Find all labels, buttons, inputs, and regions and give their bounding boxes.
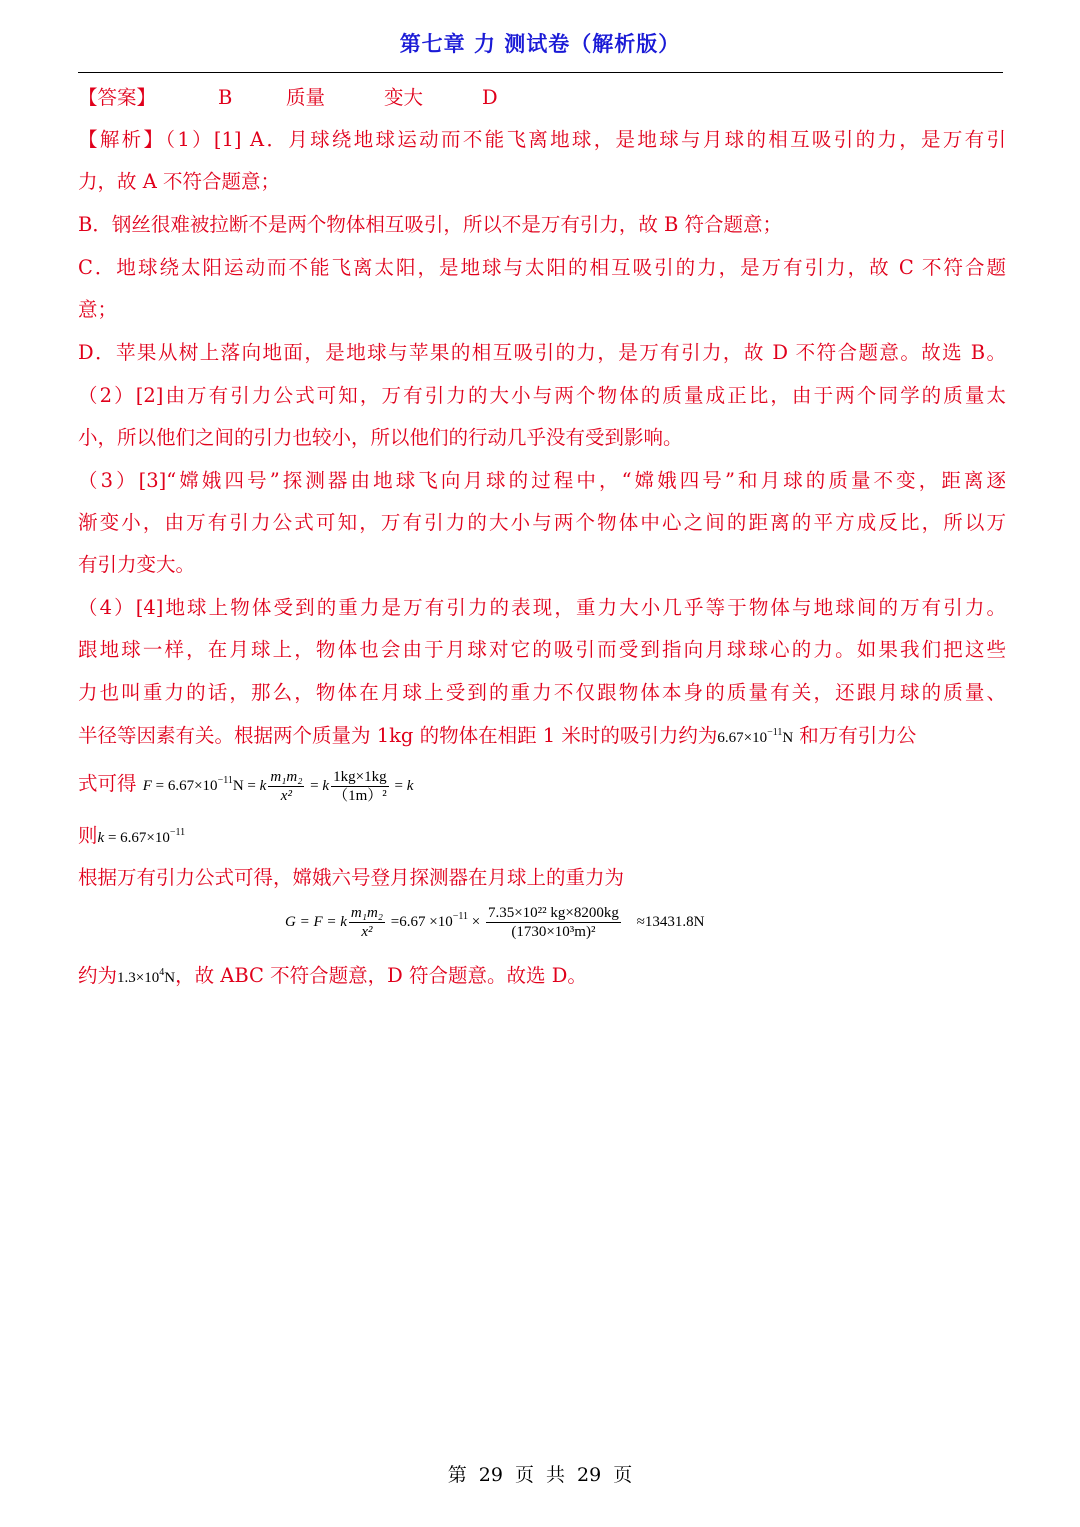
fraction-masses-distance-2: $\frac{\text{m₁m₂}}{\text{x²}}$ — [350, 905, 384, 941]
analysis-line-20 — [78, 962, 1006, 992]
analysis-line-2: 力，故 A 不符合题意； — [78, 170, 280, 193]
gravitational-constant: $6.67\times 10^{-11}N$ — [717, 727, 794, 746]
analysis-line-1: 【解析】（1）[1] A．月球绕地球运动而不能飞离地球，是地球与月球的相互吸引的力，是万有引 — [78, 128, 1006, 151]
answer-3: 变大 — [384, 86, 424, 109]
answer-line — [78, 84, 1006, 112]
analysis-line-17 — [78, 822, 1006, 852]
fraction-masses-distance: $\frac{\text{m₁m₂}}{\text{x²}}$ — [270, 769, 303, 805]
analysis-line-13: 跟地球一样，在月球上，物体也会由于月球对它的吸引而受到指向月球球心的力。如果我们把这些 — [78, 638, 1006, 661]
approx-gravity: $1.3\times 10^4N$ — [117, 967, 176, 986]
analysis-line-7: （2）[2]由万有引力公式可知，万有引力的大小与两个物体的质量成正比，由于两个同学的质量太 — [78, 384, 1006, 407]
fraction-unit-masses: $\frac{1kg\times 1kg}{\text{（1m）²}}$ — [333, 769, 387, 805]
analysis-line-5: 意； — [78, 298, 118, 321]
analysis-line-16 — [78, 764, 1006, 806]
answer-4: D — [482, 86, 498, 109]
analysis-line-18: 根据万有引力公式可得，嫦娥六号登月探测器在月球上的重力为 — [78, 866, 625, 889]
equation-force: $F = 6.67\times 10^{-11}N = k$ $\frac{\text{m₁m₂}}{\text{x²}}$ = k $\frac{1kg\times 1kg}{\text{（1m）²}}$ = k — [142, 769, 414, 805]
header-divider — [78, 72, 1003, 73]
analysis-line-8: 小，所以他们之间的引力也较小，所以他们的行动几乎没有受到影响。 — [78, 426, 683, 449]
analysis-line-17-text: 则 — [78, 824, 98, 847]
answer-1: B — [218, 86, 233, 109]
analysis-line-15-text: 半径等因素有关。根据两个质量为 1kg 的物体在相距 1 米时的吸引力约为 — [78, 724, 718, 747]
equation-k: $k = 6.67\times 10^{-11}$ — [97, 827, 186, 846]
analysis-line-6: D．苹果从树上落向地面，是地球与苹果的相互吸引的力，是万有引力，故 D 不符合题意。故选 B。 — [78, 341, 1006, 364]
analysis-line-11: 有引力变大。 — [78, 553, 196, 576]
analysis-line-4: C．地球绕太阳运动而不能飞离太阳，是地球与太阳的相互吸引的力，是万有引力，故 C 不符合题 — [78, 256, 1006, 279]
fraction-moon-values: $\frac{\text{7.35×10²² kg×8200kg}}{\text{(1730×10³m)²}}$ — [487, 905, 619, 941]
analysis-line-20-tail: ，故 ABC 不符合题意，D 符合题意。故选 D。 — [175, 964, 587, 987]
equation-gravity-moon: G = F = k $\frac{\text{m₁m₂}}{\text{x²}}$ $=6.67 \times 10^{-11}$ × $\frac{\text{7.35×10²² kg×8200kg}}{\text{(1730×10³m)²}}$ ≈13431.8N — [285, 905, 705, 941]
analysis-line-14: 力也叫重力的话，那么，物体在月球上受到的重力不仅跟物体本身的质量有关，还跟月球的质量、 — [78, 681, 1006, 704]
analysis-line-15-tail: 和万有引力公 — [799, 724, 917, 747]
analysis-line-10: 渐变小，由万有引力公式可知，万有引力的大小与两个物体中心之间的距离的平方成反比，所以万 — [78, 511, 1006, 534]
answer-2: 质量 — [286, 86, 326, 109]
analysis-line-16-text: 式可得 — [78, 772, 137, 795]
analysis-line-9: （3）[3]“嫦娥四号”探测器由地球飞向月球的过程中，“嫦娥四号”和月球的质量不变，距离逐 — [78, 469, 1006, 492]
analysis-line-12: （4）[4]地球上物体受到的重力是万有引力的表现，重力大小几乎等于物体与地球间的万有引力。 — [78, 596, 1006, 619]
analysis-line-3: B．钢丝很难被拉断不是两个物体相互吸引，所以不是万有引力，故 B 符合题意； — [78, 213, 783, 236]
analysis-line-20-text: 约为 — [78, 964, 118, 987]
answer-tag: 【答案】 — [78, 86, 157, 109]
page-header-title: 第七章 力 测试卷（解析版） — [399, 32, 681, 56]
page-footer: 第 29 页 共 29 页 — [447, 1464, 633, 1486]
analysis-line-15 — [78, 722, 1006, 752]
